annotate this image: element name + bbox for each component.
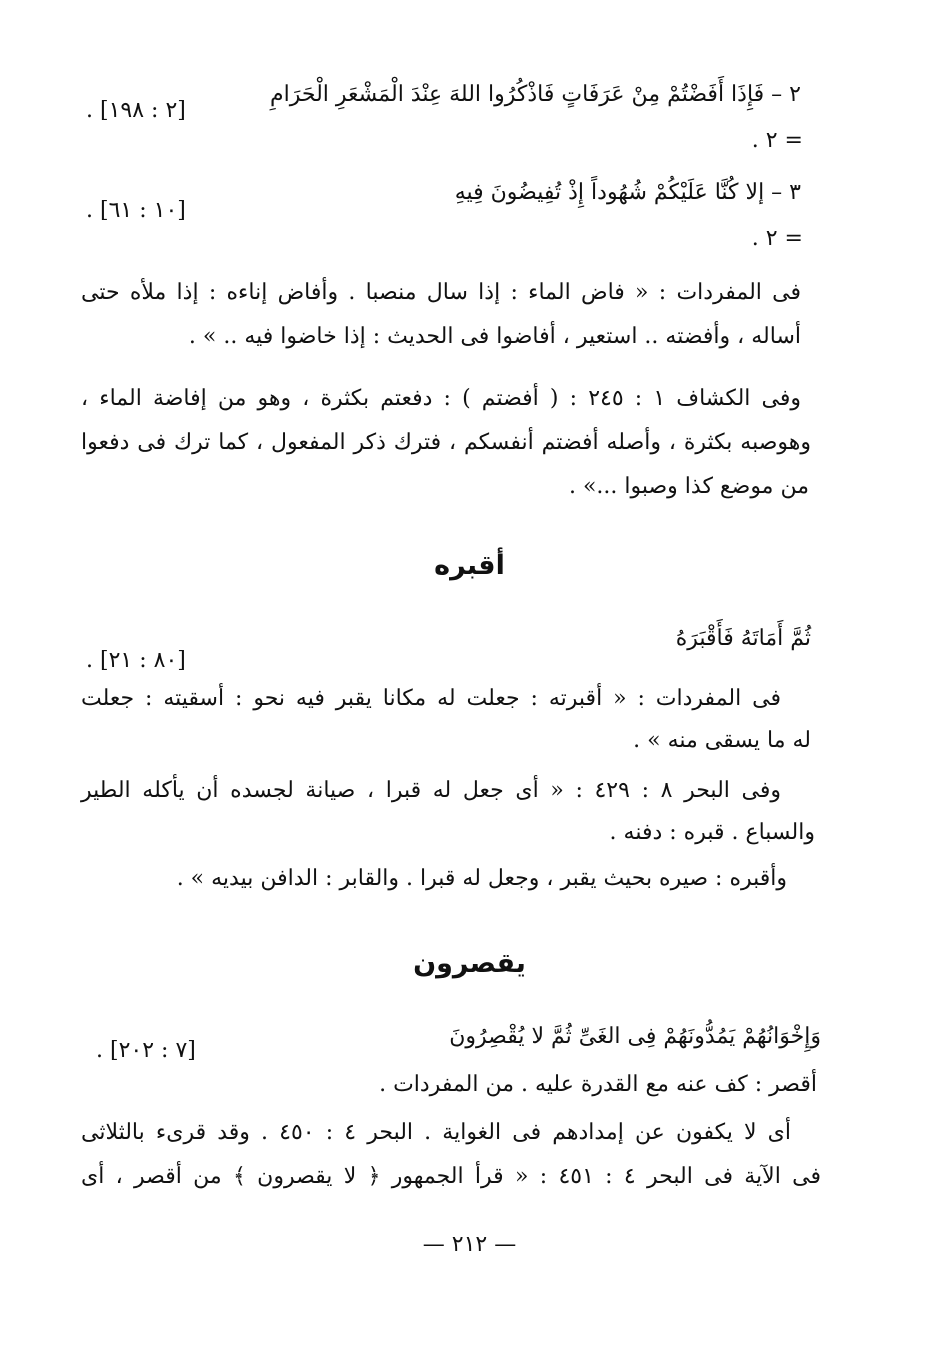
paragraph-line: فى المفردات : « فاض الماء : إذا سال منصبا . وأفاض إناءه : إذا ملأه حتى [81, 280, 801, 305]
verse-line: وَإِخْوَانُهُمْ يَمُدُّونَهُمْ فِى الغَىِّ ثُمَّ لا يُقْصِرُونَ [449, 1024, 821, 1049]
section-heading: يقصرون [413, 948, 526, 979]
paragraph-line: أساله ، وأفضته .. استعير ، أفاضوا فى الحديث : إذا خاضوا فيه .. » . [188, 324, 801, 349]
equals-note: = ٢ . [751, 128, 803, 153]
paragraph-line: وهوصبه بكثرة ، وأصله أفضتم أنفسكم ، فترك ذكر المفعول ، كما ترك فى دفعوا [81, 430, 811, 455]
paragraph-line: أى لا يكفون عن إمدادهم فى الغواية . البحر ٤ : ٤٥٠ . وقد قرىء بالثلاثى [81, 1120, 791, 1145]
verse-reference: [٧ : ٢٠٢] . [96, 1038, 196, 1063]
verse-line: ٣ – إلا كُنَّا عَلَيْكُمْ شُهُوداً إِذْ تُفِيضُونَ فِيهِ [454, 180, 801, 205]
paragraph-line: أقصر : كف عنه مع القدرة عليه . من المفردات . [379, 1072, 817, 1097]
paragraph-line: وفى البحر ٨ : ٤٢٩ : « أى جعل له قبرا ، صيانة لجسده أن يأكله الطير [81, 778, 781, 803]
paragraph-line: من موضع كذا وصبوا ...» . [568, 474, 809, 499]
equals-note: = ٢ . [751, 226, 803, 251]
paragraph-line: فى الآية فى البحر ٤ : ٤٥١ : « قرأ الجمهور ﴿ لا يقصرون ﴾ من أقصر ، أى [81, 1164, 821, 1189]
section-heading: أقبره [434, 550, 505, 581]
verse-reference: [٢ : ١٩٨] . [86, 98, 186, 123]
page-number: — ٢١٢ — [422, 1232, 517, 1257]
paragraph-line: والسباع . قبره : دفنه . [609, 820, 815, 845]
verse-reference: [١٠ : ٦١] . [86, 198, 186, 223]
paragraph-line: وأقبره : صيره بحيث يقبر ، وجعل له قبرا . والقابر : الدافن بيديه » . [176, 866, 787, 891]
paragraph-line: فى المفردات : « أقبرته : جعلت له مكانا يقبر فيه نحو : أسقيته : جعلت [81, 686, 781, 711]
verse-line: ٢ – فَإِذَا أَفَضْتُمْ مِنْ عَرَفَاتٍ فَاذْكُرُوا اللهَ عِنْدَ الْمَشْعَرِ الْحَرَامِ [270, 82, 801, 107]
paragraph-line: وفى الكشاف ١ : ٢٤٥ : ( أفضتم ) : دفعتم بكثرة ، وهو من إفاضة الماء ، [81, 386, 801, 411]
paragraph-line: له ما يسقى منه » . [633, 728, 811, 753]
verse-reference: [٨٠ : ٢١] . [86, 648, 186, 673]
verse-line: ثُمَّ أَمَاتَهُ فَأَقْبَرَهُ [675, 626, 811, 651]
